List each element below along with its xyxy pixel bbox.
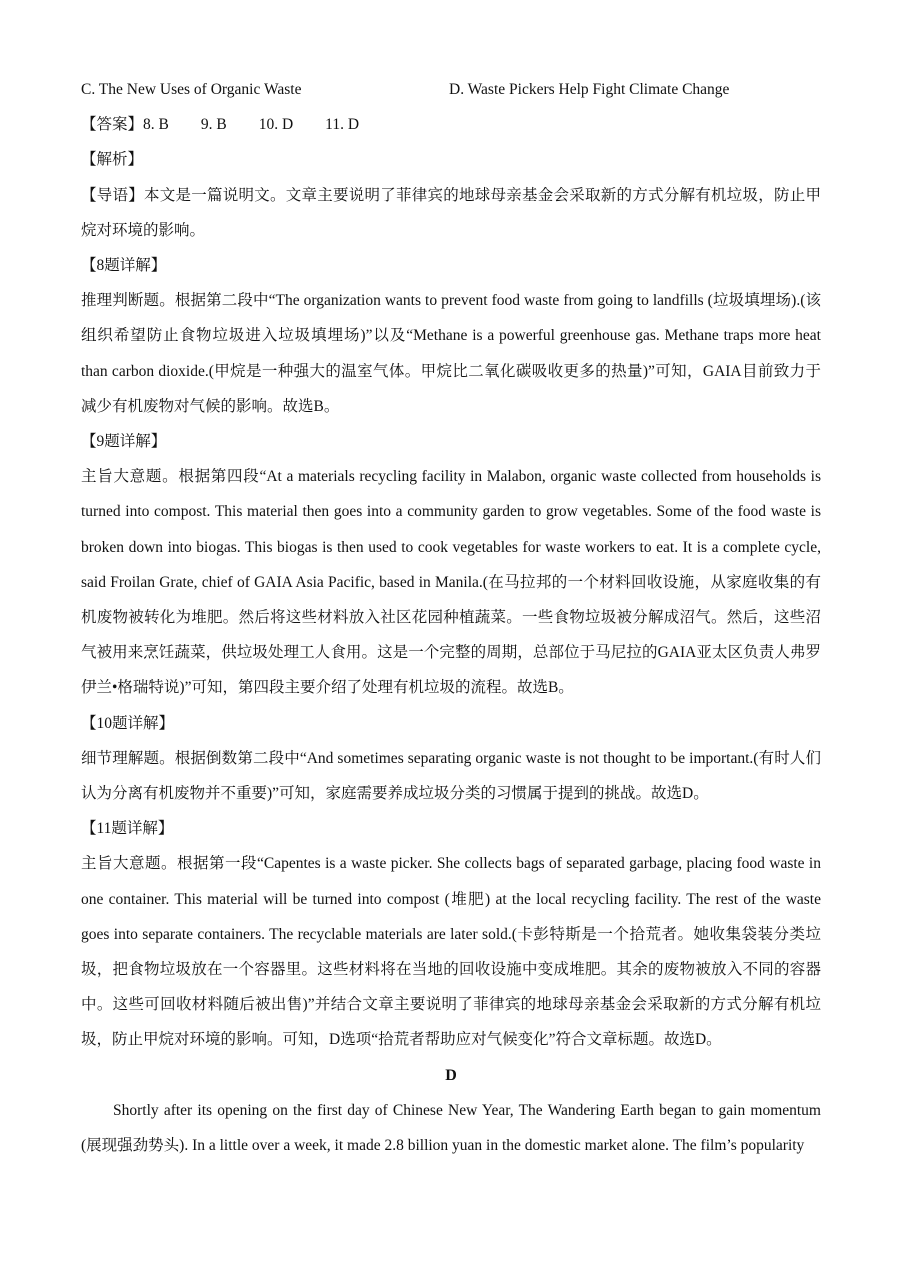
q11-explanation: 主旨大意题。根据第一段“Capentes is a waste picker. She collects bags of separated garbage, placing food waste in one container. This material will be turned into compost (堆肥) at the local recycling facility. The rest of the waste goes into separate containers. The recyclable materials are later sold.(卡彭特斯是一个拾荒者。她收集袋装分类垃圾，把食物垃圾放在一个容器里。这些材料将在当地的回收设施中变成堆肥。其余的废物被放入不同的容器中。这些可回收材料随后被出售)”并结合文章主要说明了菲律宾的地球母亲基金会采取新的方式分解有机垃圾，防止甲烷对环境的影响。可知，D选项“拾荒者帮助应对气候变化”符合文章标题。故选D。: [81, 855, 821, 1049]
answer-11: 11. D: [325, 116, 360, 134]
answer-9: 9. B: [200, 116, 227, 134]
intro-paragraph: 【导语】本文是一篇说明文。文章主要说明了菲律宾的地球母亲基金会采取新的方式分解有机垃圾，防止甲烷对环境的影响。: [81, 186, 821, 239]
option-d: D. Waste Pickers Help Fight Climate Change: [449, 81, 730, 98]
q9-heading: 【9题详解】: [81, 433, 167, 451]
q10-heading: 【10题详解】: [81, 714, 175, 732]
answer-10: 10. D: [258, 116, 294, 134]
q8-explanation: 推理判断题。根据第二段中“The organization wants to prevent food waste from going to landfills (垃圾填埋场).(该组织希望防止食物垃圾进入垃圾填埋场)”以及“Methane is a powerful greenhouse gas. Methane traps more heat than carbon dioxide.(甲烷是一种强大的温室气体。甲烷比二氧化碳吸收更多的热量)”可知，GAIA目前致力于减少有机废物对气候的影响。故选B。: [81, 292, 821, 415]
document-page: [81, 72, 821, 1163]
q10-explanation: 细节理解题。根据倒数第二段中“And sometimes separating organic waste is not thought to be important.(有时人们认为分离有机废物并不重要)”可知，家庭需要养成垃圾分类的习惯属于提到的挑战。故选D。: [81, 749, 821, 803]
q11-heading: 【11题详解】: [81, 820, 174, 838]
section-d-heading: D: [445, 1066, 457, 1084]
q9-explanation: 主旨大意题。根据第四段“At a materials recycling facility in Malabon, organic waste collected from households is turned into compost. This material then goes into a community garden to grow vegetables. Some of the food waste is broken down into biogas. This biogas is then used to cook vegetables for waste workers to eat. It is a complete cycle, said Froilan Grate, chief of GAIA Asia Pacific, based in Manila.(在马拉邦的一个材料回收设施，从家庭收集的有机废物被转化为堆肥。然后将这些材料放入社区花园种植蔬菜。一些食物垃圾被分解成沼气。然后，这些沼气被用来烹饪蔬菜，供垃圾处理工人食用。这是一个完整的周期，总部位于马尼拉的GAIA亚太区负责人弗罗伊兰•格瑞特说)”可知，第四段主要介绍了处理有机垃圾的流程。故选B。: [81, 468, 821, 697]
q8-heading: 【8题详解】: [81, 257, 167, 275]
answer-8: 8. B: [143, 116, 169, 134]
answer-options-row: [81, 72, 821, 107]
answer-label: 【答案】: [81, 116, 144, 134]
option-c: C. The New Uses of Organic Waste: [81, 81, 302, 98]
section-d-passage: Shortly after its opening on the first day of Chinese New Year, The Wandering Earth began to gain momentum (展现强劲势头). In a little over a week, it made 2.8 billion yuan in the domestic market alone. The film’s popularity: [81, 1101, 821, 1155]
answer-key: [81, 107, 821, 142]
analysis-label: 【解析】: [81, 151, 144, 169]
